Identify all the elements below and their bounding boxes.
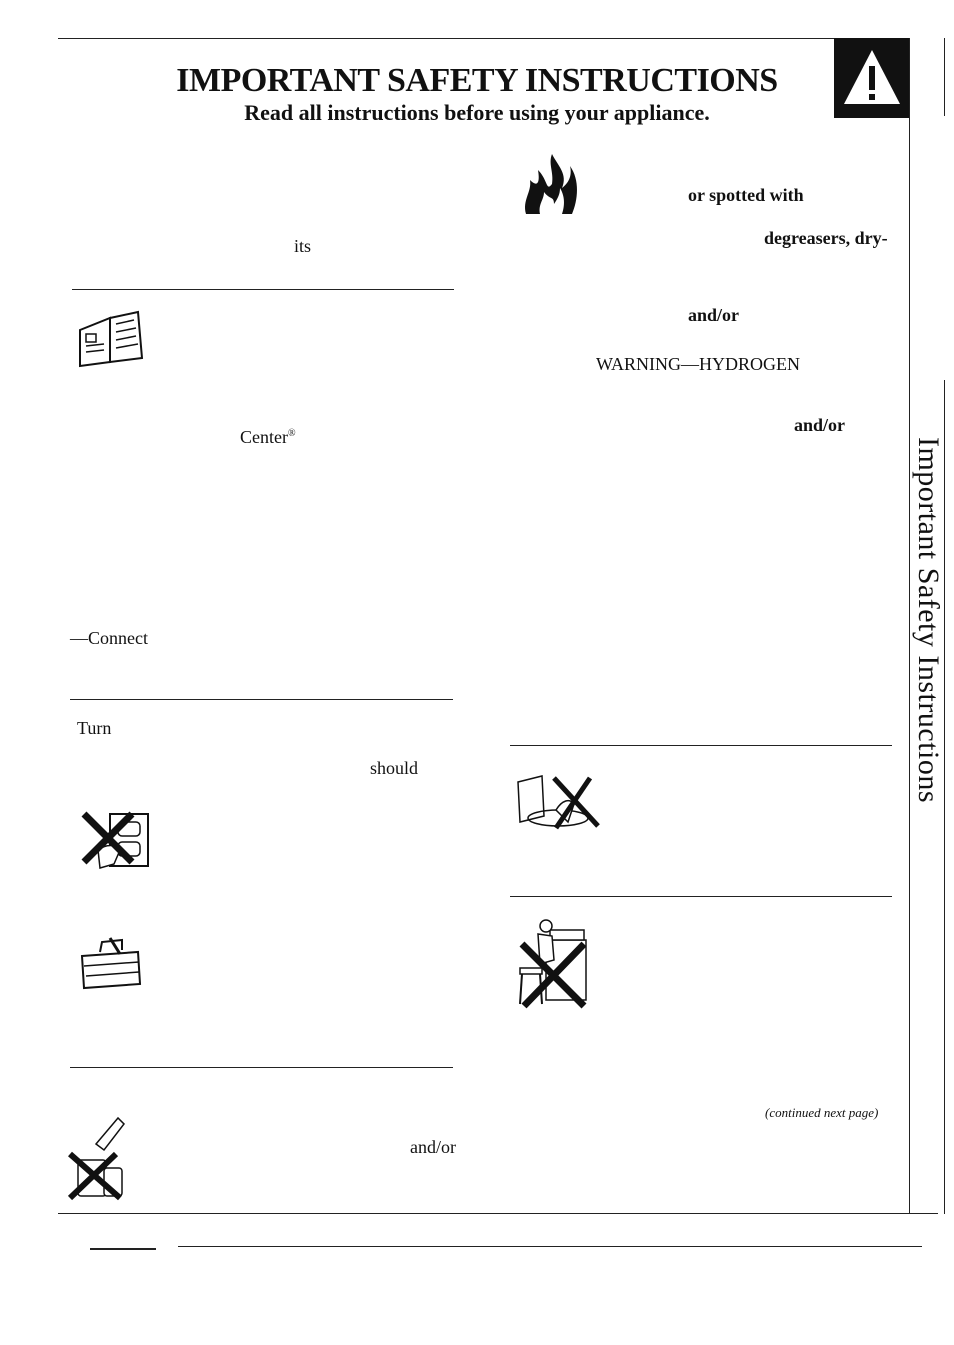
top-rule [58, 38, 910, 39]
warning-badge [834, 38, 910, 118]
page-subtitle: Read all instructions before using your appliance. [244, 100, 710, 125]
continued-next-page: (continued next page) [765, 1105, 879, 1120]
fragment-andor-2: and/or [794, 415, 846, 435]
fragment-its: its [294, 236, 312, 256]
footer-rule-short [90, 1248, 156, 1250]
fragment-warning-hydrogen: WARNING—HYDROGEN [596, 354, 800, 374]
toolbox-icon [78, 936, 144, 992]
right-divider-1 [510, 745, 892, 746]
fragment-spotted-with: or spotted with [688, 185, 804, 205]
page-title: IMPORTANT SAFETY INSTRUCTIONS [176, 62, 778, 99]
fragment-andor-1: and/or [688, 305, 740, 325]
side-tab-title: Important Safety Instructions [912, 436, 945, 804]
right-margin-rule [909, 38, 910, 1214]
side-tab-rule-upper [944, 38, 945, 116]
left-divider-3 [70, 1067, 453, 1068]
manual-book-icon [76, 310, 146, 368]
fragment-andor: and/or [410, 1137, 456, 1157]
fragment-connect: —Connect [70, 628, 148, 648]
bottom-rule [58, 1213, 938, 1214]
fire-icon [518, 152, 584, 218]
fragment-turn: Turn [77, 718, 112, 738]
footer-rule-long [178, 1246, 922, 1247]
no-bleach-mixing-icon [66, 1114, 130, 1200]
right-divider-2 [510, 896, 892, 897]
fragment-center-text: Center [240, 427, 288, 447]
no-child-climbing-icon [512, 914, 592, 1008]
fragment-should: should [370, 758, 419, 778]
fragment-center [240, 427, 296, 448]
no-reach-into-washer-icon [512, 772, 602, 832]
fragment-degreasers: degreasers, dry- [764, 228, 888, 248]
left-divider-2 [70, 699, 453, 700]
warning-exclamation-icon [834, 38, 910, 118]
left-divider-1 [72, 289, 454, 290]
registered-mark: ® [287, 428, 296, 439]
no-unplug-icon [80, 810, 152, 874]
